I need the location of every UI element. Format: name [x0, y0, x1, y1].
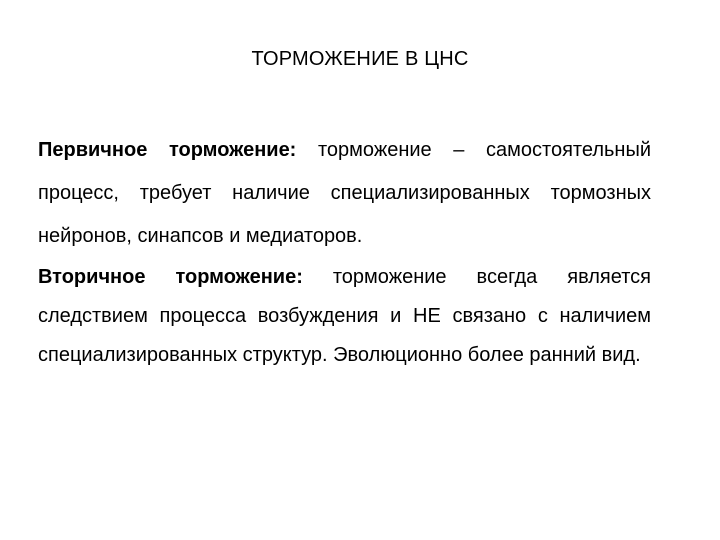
secondary-inhibition-paragraph: [38, 258, 651, 375]
primary-inhibition-paragraph: [38, 129, 651, 258]
primary-inhibition-text: торможение – самостоятельный процесс, требует наличие специализированных тормозных нейронов, синапсов и медиаторов.: [38, 139, 651, 247]
slide-title: ТОРМОЖЕНИЕ В ЦНС: [251, 48, 469, 70]
primary-inhibition-term: Первичное торможение:: [38, 139, 297, 161]
secondary-inhibition-term: Вторичное торможение:: [38, 266, 303, 288]
slide-body: [38, 129, 651, 375]
secondary-inhibition-text: торможение всегда является следствием процесса возбуждения и НЕ связано с наличием специализированных структур. Эволюционно более ранний вид.: [38, 266, 651, 366]
